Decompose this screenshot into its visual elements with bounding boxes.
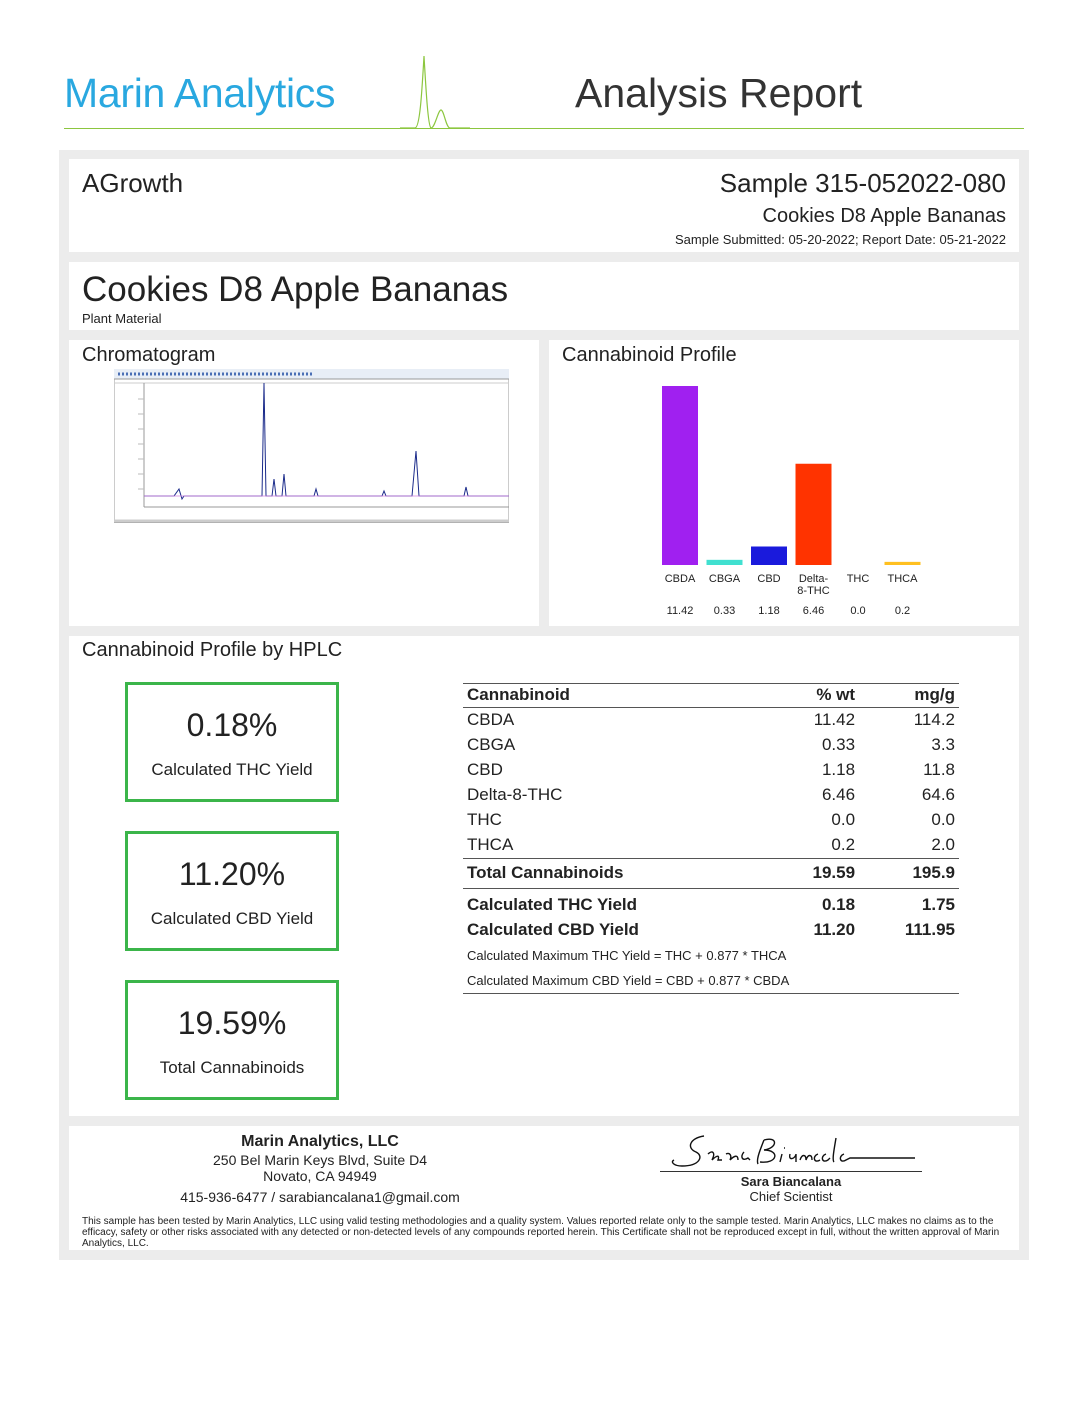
footer-address-line2: Novato, CA 94949	[263, 1168, 377, 1184]
yield-mg-g: 111.95	[904, 920, 955, 939]
bar-cbga	[707, 560, 743, 565]
pct-wt-cell: 0.2	[831, 835, 856, 854]
hplc-title: Cannabinoid Profile by HPLC	[82, 639, 343, 661]
value-label: 6.46	[802, 605, 825, 617]
cbd-yield-row	[463, 918, 959, 943]
category-label: THC	[846, 573, 870, 585]
mg-g-cell: 64.6	[921, 785, 955, 804]
formula-row	[463, 968, 959, 994]
formula-row	[463, 943, 959, 968]
cannabinoid-cell: CBGA	[467, 735, 516, 754]
brand-name: Marin Analytics	[64, 70, 336, 116]
cbd-yield-value: 11.20%	[178, 856, 286, 892]
cbd-yield-label: Calculated CBD Yield	[150, 909, 314, 928]
yield-pct-wt: 11.20	[813, 920, 856, 939]
cannabinoid-cell: THC	[467, 810, 502, 829]
chart-title: Cannabinoid Profile	[562, 344, 737, 366]
thc-yield-row	[463, 889, 959, 919]
category-label: CBGA	[708, 573, 741, 585]
cannabinoid-cell: CBD	[467, 760, 503, 779]
yield-label: Calculated THC Yield	[467, 895, 638, 914]
yield-mg-g: 1.75	[921, 895, 955, 914]
total-row	[463, 859, 959, 889]
cannabinoid-cell: CBDA	[467, 710, 515, 729]
mg-g-cell: 3.3	[931, 735, 955, 754]
table-row	[463, 808, 959, 833]
sample-id: Sample 315-052022-080	[719, 168, 1006, 198]
disclaimer-text: This sample has been tested by Marin Analytics, LLC using valid testing methodologies and a quality system. Values reported relate only to the sample tested. Marin Analytics, LLC makes no claims as to the efficacy, safety or other risks associated with any detected or non-detected levels of any compounds reported herein. This Certificate shall not be reproduced except in full, without the written approval of Marin Analytics, LLC.	[82, 1216, 1000, 1249]
value-label: 0.33	[713, 605, 736, 617]
table-row	[463, 833, 959, 859]
table-row	[463, 733, 959, 758]
table-row	[463, 783, 959, 808]
mg-g-cell: 114.2	[913, 710, 955, 729]
thc-yield-label: Calculated THC Yield	[151, 760, 313, 779]
pct-wt-cell: 6.46	[821, 785, 856, 804]
mg-g-cell: 0.0	[931, 810, 955, 829]
bar-cbda	[662, 386, 698, 565]
pct-wt-cell: 11.42	[813, 710, 856, 729]
cannabinoid-cell: Delta-8-THC	[467, 785, 563, 804]
chromatogram-title: Chromatogram	[82, 344, 216, 366]
footer-contact: 415-936-6477 / sarabiancalana1@gmail.com	[180, 1189, 460, 1205]
sample-name: Cookies D8 Apple Bananas	[762, 205, 1006, 227]
value-label: 11.42	[666, 605, 694, 617]
yield-pct-wt: 0.18	[821, 895, 856, 914]
total-cannabinoids-box	[125, 980, 339, 1100]
value-label: 1.18	[758, 605, 780, 617]
mg-g-cell: 11.8	[923, 760, 955, 779]
column-header: Cannabinoid	[463, 684, 772, 708]
footer-company: Marin Analytics, LLC	[241, 1133, 399, 1150]
mg-g-cell: 2.0	[931, 835, 955, 854]
value-label: 0.0	[850, 605, 866, 617]
footer-address-line1: 250 Bel Marin Keys Blvd, Suite D4	[213, 1152, 427, 1168]
bar-thca	[885, 562, 921, 565]
category-label: CBD	[757, 573, 781, 585]
signer-name: Sara Biancalana	[740, 1174, 842, 1189]
thc-formula: Calculated Maximum THC Yield = THC + 0.877 * THCA	[467, 948, 787, 963]
bar-delta-8-thc	[796, 464, 832, 565]
product-name: Cookies D8 Apple Bananas	[82, 270, 509, 309]
peak-logo-icon	[400, 50, 470, 132]
column-header: mg/g	[859, 684, 959, 708]
report-title: Analysis Report	[575, 70, 863, 116]
product-type: Plant Material	[82, 311, 162, 326]
thc-yield-box	[125, 682, 339, 802]
cbd-yield-box	[125, 831, 339, 951]
signature-image	[660, 1130, 922, 1174]
sample-dates: Sample Submitted: 05-20-2022; Report Date: 05-21-2022	[675, 232, 1006, 247]
chromatogram-image	[114, 369, 509, 523]
table-row	[463, 758, 959, 783]
category-label: CBDA	[664, 573, 696, 585]
cannabinoid-bar-chart	[549, 370, 1019, 626]
table-row	[463, 708, 959, 734]
thc-yield-value: 0.18%	[186, 707, 278, 743]
cbd-formula: Calculated Maximum CBD Yield = CBD + 0.877 * CBDA	[463, 968, 959, 994]
total-cannabinoids-label: Total Cannabinoids	[159, 1058, 305, 1077]
category-label: THCA	[887, 573, 918, 585]
total-mg-g: 195.9	[859, 859, 959, 889]
total-label: Total Cannabinoids	[463, 859, 772, 889]
category-label: Delta-8-THC	[797, 573, 830, 597]
signer-title: Chief Scientist	[749, 1189, 833, 1204]
client-name: AGrowth	[82, 168, 184, 198]
bar-cbd	[751, 547, 787, 565]
total-pct-wt: 19.59	[772, 859, 859, 889]
column-header: % wt	[772, 684, 859, 708]
pct-wt-cell: 0.0	[831, 810, 856, 829]
header-divider	[64, 128, 1024, 129]
pct-wt-cell: 1.18	[821, 760, 856, 779]
pct-wt-cell: 0.33	[821, 735, 856, 754]
total-cannabinoids-value: 19.59%	[177, 1005, 287, 1041]
value-label: 0.2	[894, 605, 911, 617]
yield-label: Calculated CBD Yield	[467, 920, 639, 939]
signature-line	[660, 1171, 922, 1172]
table-header-row	[463, 684, 959, 708]
cannabinoid-cell: THCA	[467, 835, 514, 854]
results-table	[463, 683, 959, 994]
